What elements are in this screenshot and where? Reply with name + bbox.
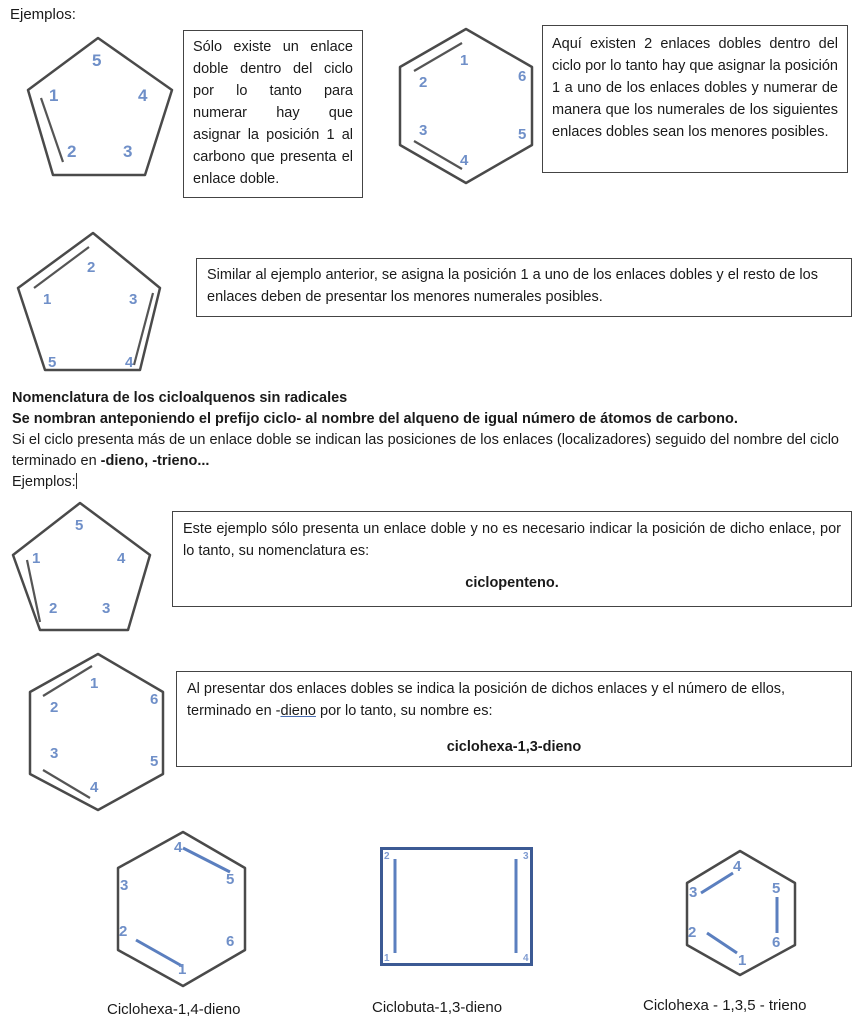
svg-text:3: 3 [50, 745, 59, 762]
examples-heading: Ejemplos: [10, 6, 76, 23]
svg-text:4: 4 [174, 839, 183, 856]
caption-ciclohexa-1-4-dieno: Ciclohexa-1,4-dieno [107, 1001, 241, 1018]
svg-text:6: 6 [226, 933, 235, 950]
svg-text:5: 5 [518, 126, 527, 143]
svg-text:4: 4 [125, 354, 134, 371]
explanation-text-4: Este ejemplo sólo presenta un enlace doble y no es necesario indicar la posición de dicho enlace, por lo tanto, su nomenclatura es: [183, 521, 841, 559]
svg-text:3: 3 [129, 291, 138, 308]
svg-text:2: 2 [119, 923, 128, 940]
svg-text:3: 3 [523, 851, 529, 862]
naming-rule: Se nombran anteponiendo el prefijo ciclo- al nombre del alqueno de igual número de átomos de carbono. [12, 411, 738, 427]
underlined-dieno: dieno [280, 703, 316, 719]
svg-text:2: 2 [50, 699, 59, 716]
svg-text:1: 1 [43, 291, 52, 308]
svg-text:1: 1 [178, 961, 187, 978]
explanation-text-5 [187, 678, 841, 722]
cyclopentene-structure-icon [25, 35, 175, 180]
svg-text:5: 5 [92, 51, 102, 70]
svg-text:5: 5 [75, 517, 84, 534]
svg-text:5: 5 [226, 871, 235, 888]
svg-text:2: 2 [49, 600, 58, 617]
caption-ciclohexa-1-3-5-trieno: Ciclohexa - 1,3,5 - trieno [643, 997, 807, 1014]
explanation-text-5a: Al presentar dos enlaces dobles se indica la posición de dichos enlaces y el número de ellos, terminado en - [187, 681, 786, 719]
svg-text:2: 2 [419, 74, 428, 91]
caption-ciclobuta-1-3-dieno: Ciclobuta-1,3-dieno [372, 999, 503, 1016]
svg-text:4: 4 [460, 152, 469, 169]
cyclopentene-structure-icon-2 [10, 500, 155, 635]
svg-text:4: 4 [90, 779, 99, 796]
svg-text:3: 3 [102, 600, 111, 617]
svg-text:6: 6 [772, 934, 781, 951]
svg-text:1: 1 [49, 86, 59, 105]
svg-text:3: 3 [123, 142, 133, 161]
explanation-box-2 [542, 25, 848, 173]
cyclohexadiene-structure-icon [398, 27, 538, 185]
explanation-box-5 [176, 671, 852, 767]
multiple-bonds-paragraph [12, 430, 852, 472]
svg-text:4: 4 [733, 858, 742, 875]
svg-text:2: 2 [384, 851, 390, 862]
explanation-text-1: Sólo existe un enlace doble dentro del ciclo por lo tanto para numerar hay que asignar la posición 1 al carbono que presenta el enlace doble. [193, 39, 353, 187]
cyclohexa-1-4-diene-structure-icon [114, 830, 264, 988]
explanation-box-3 [196, 258, 852, 317]
cyclobutadiene-structure-icon [380, 847, 535, 967]
svg-text:1: 1 [460, 52, 469, 69]
explanation-box-1 [183, 30, 363, 198]
svg-text:4: 4 [117, 550, 126, 567]
explanation-text-3: Similar al ejemplo anterior, se asigna la posición 1 a uno de los enlaces dobles y el resto de los enlaces deben de presentar los menores numerales posibles. [207, 267, 818, 305]
svg-text:1: 1 [90, 675, 99, 692]
svg-text:4: 4 [138, 86, 148, 105]
cyclohexatriene-structure-icon [685, 849, 800, 977]
svg-text:2: 2 [688, 924, 697, 941]
svg-text:4: 4 [523, 953, 529, 964]
compound-name-ciclohexa-1-3-dieno: ciclohexa-1,3-dieno [446, 739, 582, 755]
svg-text:1: 1 [738, 952, 747, 969]
svg-text:3: 3 [689, 884, 698, 901]
svg-text:1: 1 [32, 550, 41, 567]
svg-text:2: 2 [87, 259, 96, 276]
explanation-text-5b: por lo tanto, su nombre es: [315, 703, 493, 719]
explanation-box-4 [172, 511, 852, 607]
svg-text:6: 6 [518, 68, 527, 85]
svg-text:5: 5 [48, 354, 57, 371]
examples-label-text: Ejemplos: [12, 474, 76, 490]
explanation-text-2: Aquí existen 2 enlaces dobles dentro del ciclo por lo tanto hay que asignar la posición 1 a uno de los enlaces dobles y numerar de manera que los numerales de los siguientes enlaces dobles sean los menores posibles. [552, 36, 838, 140]
svg-text:3: 3 [120, 877, 129, 894]
svg-text:5: 5 [150, 753, 159, 770]
section-title: Nomenclatura de los cicloalquenos sin radicales [12, 390, 348, 406]
svg-text:6: 6 [150, 691, 159, 708]
text-cursor [76, 473, 77, 489]
svg-text:3: 3 [419, 122, 428, 139]
examples-label-2 [12, 472, 77, 492]
svg-text:1: 1 [384, 953, 390, 964]
svg-text:5: 5 [772, 880, 781, 897]
compound-name-ciclopenteno: ciclopenteno. [465, 575, 559, 591]
cyclohexadiene-structure-icon-2 [28, 652, 168, 812]
cyclopentadiene-structure-icon [15, 230, 165, 375]
paragraph-text: Si el ciclo presenta más de un enlace doble se indican las posiciones de los enlaces (localizadores) seguido del nombre del ciclo terminado en [12, 432, 839, 469]
paragraph-suffixes: -dieno, -trieno... [100, 453, 210, 469]
svg-text:2: 2 [67, 142, 77, 161]
